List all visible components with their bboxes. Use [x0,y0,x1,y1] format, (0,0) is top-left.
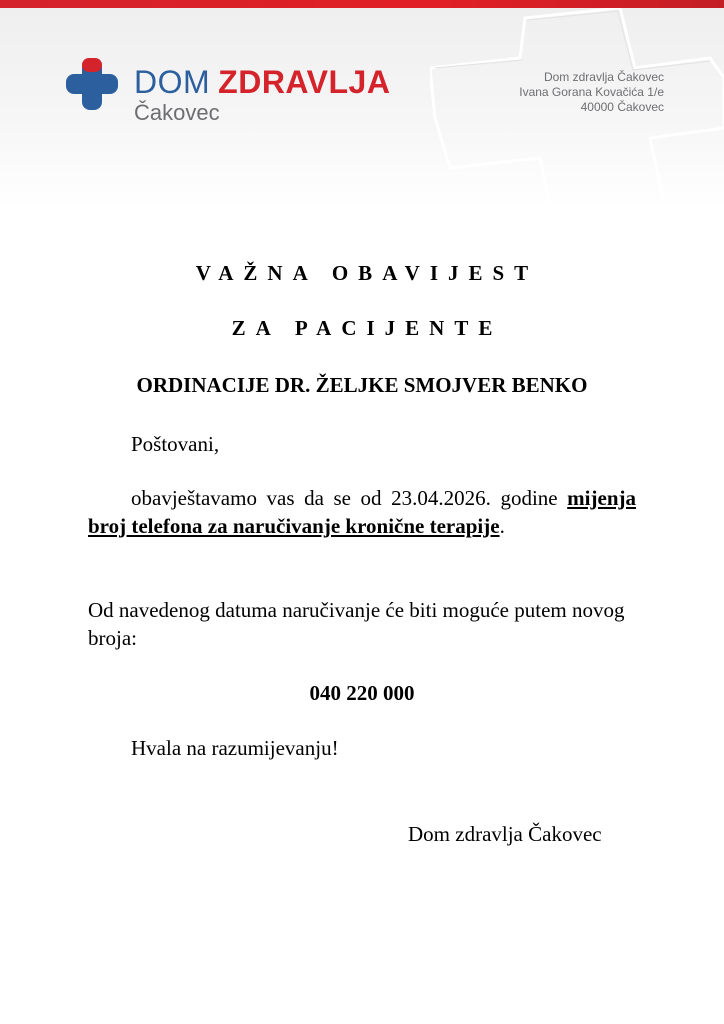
logo-word-zdravlja: ZDRAVLJA [218,64,391,100]
header-address [519,70,664,115]
greeting: Poštovani, [131,432,220,456]
notice-body-end: . [499,514,505,538]
notice-body [88,484,636,540]
notice-body-intro: obavještavamo vas da se od 23.04.2026. godine [131,486,568,510]
address-line-3: 40000 Čakovec [580,100,664,114]
notice-body-emphasis: mijenja broj telefona za naručivanje kronične terapije [88,486,636,538]
signature: Dom zdravlja Čakovec [408,822,602,846]
top-accent-bar [0,0,724,8]
logo-word-dom: DOM [134,64,211,100]
address-line-1: Dom zdravlja Čakovec [543,70,664,84]
logo-wordmark [134,62,390,102]
notice-title: VAŽNA OBAVIJEST [195,261,539,285]
notice-subtitle: ZA PACIJENTE [231,316,503,340]
logo-city: Čakovec [134,100,220,125]
phone-number: 040 220 000 [309,681,415,705]
dom-zdravlja-logo [64,56,394,128]
medical-cross-icon [64,56,120,112]
info-paragraph: Od navedenog datuma naručivanje će biti moguće putem novog broja: [88,598,625,650]
practice-name: ORDINACIJE DR. ŽELJKE SMOJVER BENKO [136,373,588,397]
thanks-line: Hvala na razumijevanju! [131,736,339,760]
address-line-2: Ivana Gorana Kovačića 1/e [519,85,664,99]
